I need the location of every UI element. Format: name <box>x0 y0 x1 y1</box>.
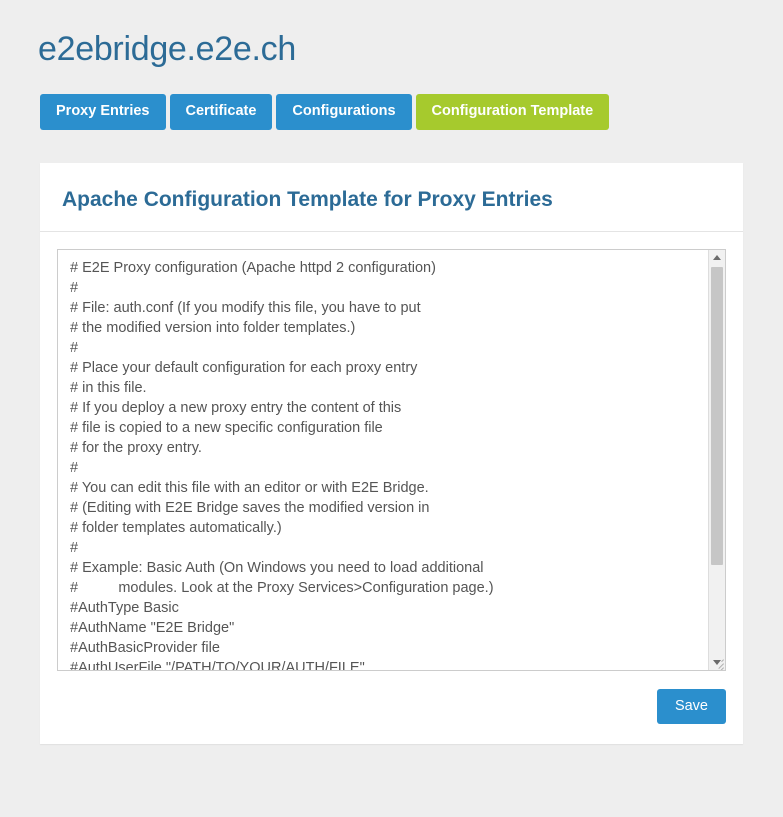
configuration-editor <box>57 249 726 671</box>
configuration-template-panel <box>40 163 743 744</box>
tab-label: Certificate <box>185 103 257 119</box>
tab-bar <box>40 94 609 130</box>
editor-scrollbar[interactable] <box>708 250 725 670</box>
page-title: e2ebridge.e2e.ch <box>38 30 296 68</box>
tab-label: Proxy Entries <box>56 103 150 119</box>
tab-label: Configurations <box>292 103 396 119</box>
resize-grip-icon[interactable] <box>712 657 724 669</box>
panel-header <box>40 163 743 232</box>
panel-title: Apache Configuration Template for Proxy Entries <box>62 188 553 211</box>
configuration-textarea[interactable] <box>58 250 708 670</box>
panel-footer <box>40 681 743 744</box>
tab-certificate[interactable] <box>170 94 273 130</box>
save-button[interactable]: Save <box>657 689 726 724</box>
tab-configuration-template[interactable] <box>416 94 610 130</box>
scroll-up-arrow-icon[interactable] <box>709 250 725 266</box>
panel-body <box>40 232 743 681</box>
tab-configurations[interactable] <box>276 94 411 130</box>
scrollbar-thumb[interactable] <box>711 267 723 565</box>
tab-proxy-entries[interactable] <box>40 94 166 130</box>
tab-label: Configuration Template <box>431 103 594 119</box>
